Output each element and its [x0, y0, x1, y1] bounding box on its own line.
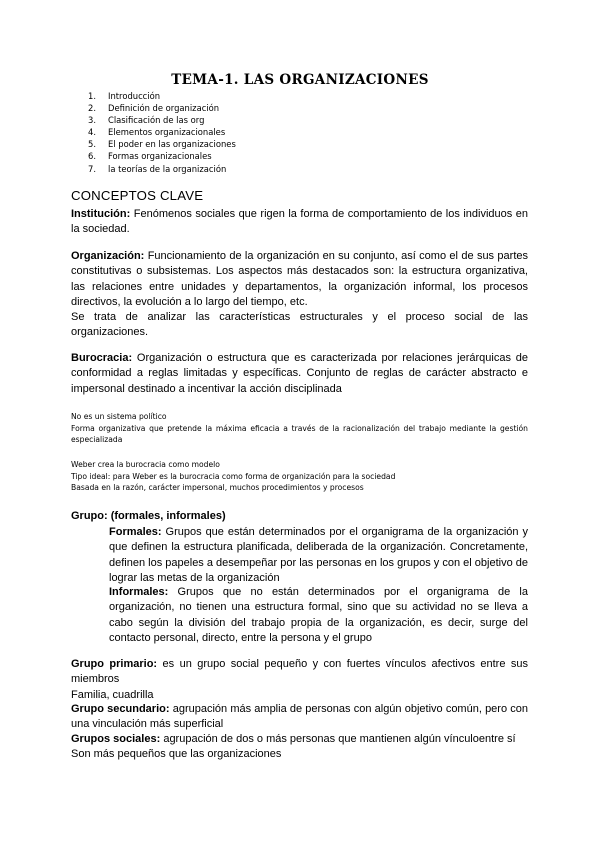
table-of-contents	[88, 90, 236, 175]
term-label: Informales:	[109, 586, 169, 598]
term-label: Burocracia:	[71, 352, 133, 364]
toc-item: 5. El poder en las organizaciones	[88, 139, 236, 150]
definition-organizacion: Organización: Funcionamiento de la organización en su conjunto, así como el de sus partes constitutivas o subsistemas. Los aspectos más destacados son: la estructura organizativa, las relaciones entre unidades y departamentos, la organización informal, los procesos directivos, la evolución a lo largo del tiempo, etc. Se trata de analizar las características estructurales y el proceso social de las organizaciones.	[71, 250, 528, 339]
definition-grupo-secundario: Grupo secundario: agrupación más amplia de personas con algún objetivo común, pero con una vinculación más superficial	[71, 703, 528, 731]
term-label: Grupos sociales:	[71, 733, 161, 745]
term-label: Organización:	[71, 250, 145, 262]
term-label: Grupo secundario:	[71, 703, 170, 715]
definition-grupos-sociales: Grupos sociales: agrupación de dos o más personas que mantienen algún vínculoentre sí Son más pequeños que las organizaciones	[71, 733, 516, 761]
definition-informales: Informales: Grupos que no están determinados por el organigrama de la organización, no tienen una estructura formal, sino que su actividad no se lleva a cabo según la división del trabajo propia de la organización, es decir, surge del contacto personal, directo, entre la persona y el grupo	[109, 586, 528, 644]
toc-item: 7. la teorías de la organización	[88, 163, 227, 174]
toc-item: 3. Clasificación de las org	[88, 115, 205, 126]
definition-formales: Formales: Grupos que están determinados por el organigrama de la organización y que definen la estructura planificada, deliberada de la organización. Concretamente, definen los papeles a desempeñar por las personas en los grupos y con el objetivo de lograr las metas de la organización	[109, 526, 528, 584]
toc-item: 4. Elementos organizacionales	[88, 127, 226, 138]
term-label: Grupo primario:	[71, 658, 158, 670]
toc-item: 1. Introducción	[88, 91, 161, 101]
definition-grupo-primario: Grupo primario: es un grupo social pequeño y con fuertes vínculos afectivos entre sus miembros Familia, cuadrilla	[71, 658, 528, 701]
notes-block: Weber crea la burocracia como modelo Tipo ideal: para Weber es la burocracia como forma de organización para la sociedad Basada en la razón, carácter impersonal, muchos procedimientos y procesos	[71, 460, 396, 492]
document-title: TEMA-1. LAS ORGANIZACIONES	[171, 72, 429, 88]
term-label: Formales:	[109, 526, 162, 538]
section-heading: CONCEPTOS CLAVE	[71, 188, 204, 203]
toc-item: 2. Definición de organización	[88, 103, 220, 114]
definition-burocracia: Burocracia: Organización o estructura que es caracterizada por relaciones jerárquicas de conformidad a reglas limitadas y específicas. Conjunto de reglas de carácter abstracto e impersonal destinado a incentivar la acción disciplinada	[71, 352, 528, 395]
notes-block: No es un sistema político Forma organizativa que pretende la máxima eficacia a través de la racionalización del trabajo mediante la gestión especializada	[71, 412, 528, 444]
definition-institucion: Institución: Fenómenos sociales que rigen la forma de comportamiento de los individuos en la sociedad.	[71, 208, 528, 236]
term-label: Institución:	[71, 208, 131, 220]
definition-grupo-heading: Grupo: (formales, informales)	[71, 510, 226, 522]
toc-item: 6. Formas organizacionales	[88, 151, 212, 162]
